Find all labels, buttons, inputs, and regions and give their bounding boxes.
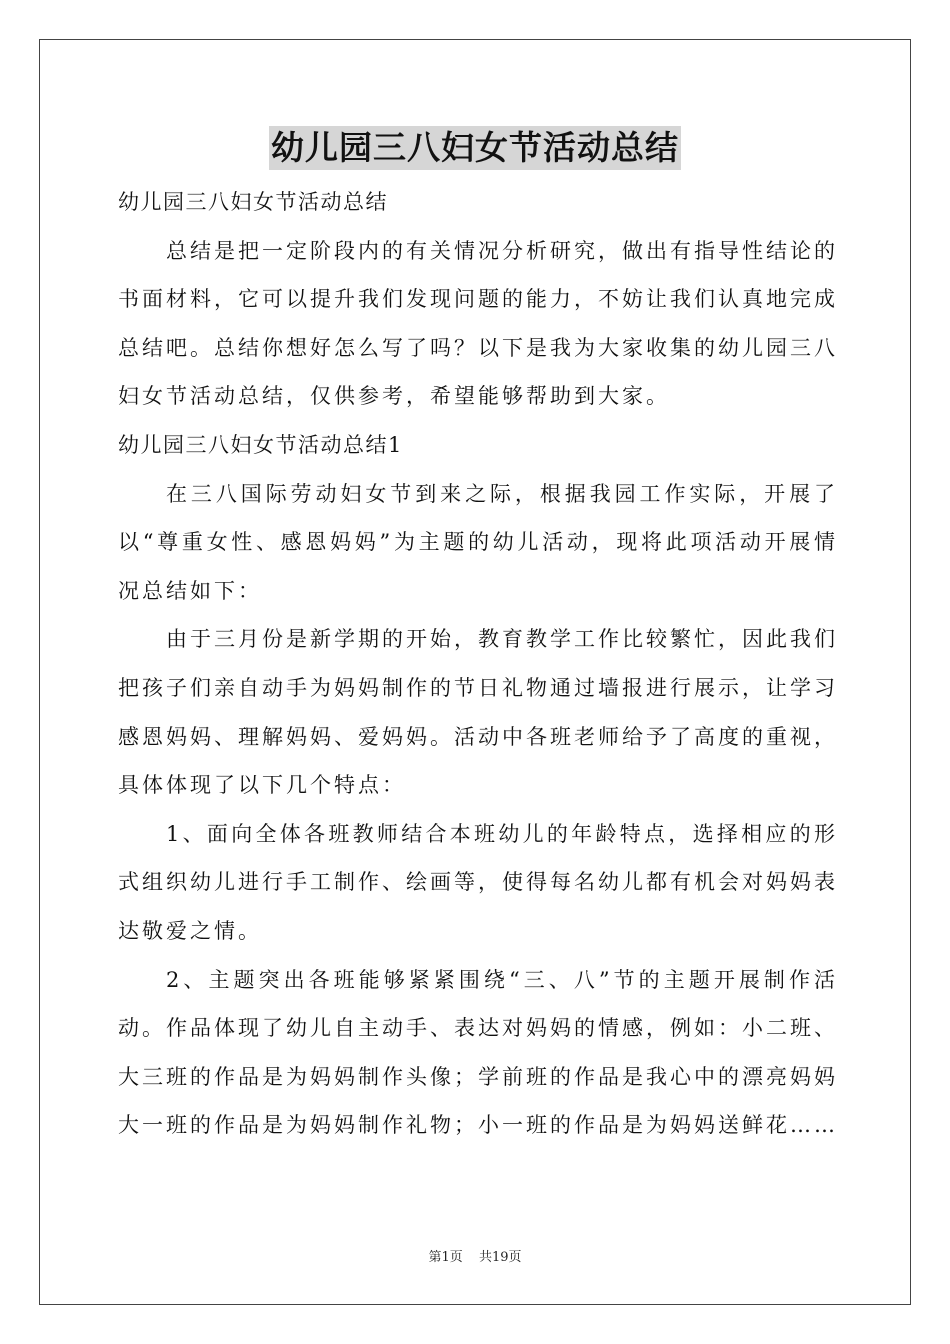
page-number: 第1页 xyxy=(428,1250,463,1265)
body-paragraph: 在三八国际劳动妇女节到来之际，根据我园工作实际，开展了以“尊重女性、感恩妈妈”为主题的幼儿活动，现将此项活动开展情况总结如下： xyxy=(118,481,838,603)
document-body xyxy=(118,178,838,1150)
page-total: 共19页 xyxy=(478,1250,522,1265)
page-footer xyxy=(0,1246,950,1265)
list-paragraph: 1、面向全体各班教师结合本班幼儿的年龄特点，选择相应的形式组织幼儿进行手工制作、绘画等，使得每名幼儿都有机会对妈妈表达敬爱之情。 xyxy=(118,821,838,943)
document-title: 幼儿园三八妇女节活动总结 xyxy=(269,126,681,170)
intro-paragraph: 总结是把一定阶段内的有关情况分析研究，做出有指导性结论的书面材料，它可以提升我们发现问题的能力，不妨让我们认真地完成总结吧。总结你想好怎么写了吗？以下是我为大家收集的幼儿园三八妇女节活动总结，仅供参考，希望能够帮助到大家。 xyxy=(118,238,838,409)
list-paragraph: 2、主题突出各班能够紧紧围绕“三、八”节的主题开展制作活动。作品体现了幼儿自主动手、表达对妈妈的情感，例如：小二班、大三班的作品是为妈妈制作头像；学前班的作品是我心中的漂亮妈妈大一班的作品是为妈妈制作礼物；小一班的作品是为妈妈送鲜花…… xyxy=(118,967,838,1138)
title-container xyxy=(0,126,950,170)
body-paragraph: 由于三月份是新学期的开始，教育教学工作比较繁忙，因此我们把孩子们亲自动手为妈妈制作的节日礼物通过墙报进行展示，让学习感恩妈妈、理解妈妈、爱妈妈。活动中各班老师给予了高度的重视，具体体现了以下几个特点： xyxy=(118,627,838,798)
section-heading: 幼儿园三八妇女节活动总结1 xyxy=(118,432,403,457)
subtitle-paragraph: 幼儿园三八妇女节活动总结 xyxy=(118,190,388,214)
